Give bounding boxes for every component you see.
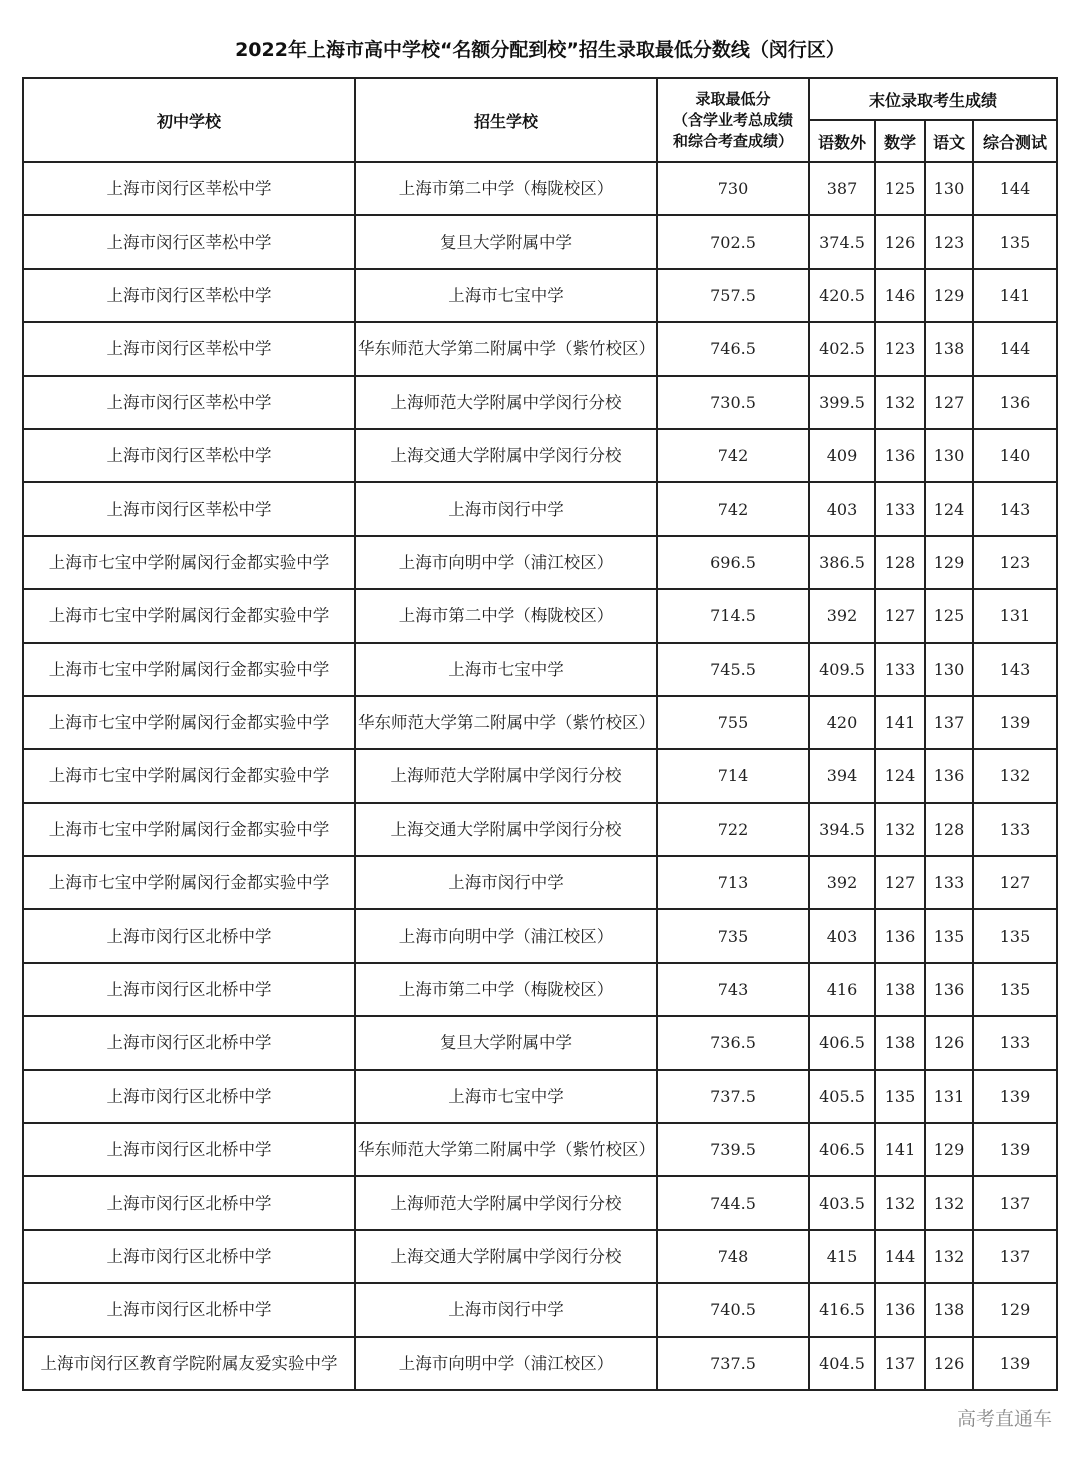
junior-school-cell: 上海市七宝中学附属闵行金都实验中学 <box>23 643 355 696</box>
math-cell: 136 <box>875 429 925 482</box>
chinese-cell: 136 <box>925 749 973 802</box>
min-score-cell: 702.5 <box>657 215 809 268</box>
math-cell: 123 <box>875 322 925 375</box>
header-min-score <box>657 78 809 162</box>
table-row <box>23 1283 1057 1336</box>
comprehensive-cell: 141 <box>973 269 1057 322</box>
junior-school-cell: 上海市闵行区莘松中学 <box>23 482 355 535</box>
yushuwai-cell: 406.5 <box>809 1016 875 1069</box>
header-last-student-scores: 末位录取考生成绩 <box>809 78 1057 120</box>
min-score-cell: 755 <box>657 696 809 749</box>
comprehensive-cell: 127 <box>973 856 1057 909</box>
comprehensive-cell: 139 <box>973 1337 1057 1390</box>
comprehensive-cell: 140 <box>973 429 1057 482</box>
table-row <box>23 376 1057 429</box>
admission-score-table <box>22 77 1058 1391</box>
admit-school-cell: 上海市七宝中学 <box>355 269 657 322</box>
junior-school-cell: 上海市闵行区北桥中学 <box>23 1176 355 1229</box>
chinese-cell: 129 <box>925 1123 973 1176</box>
min-score-cell: 740.5 <box>657 1283 809 1336</box>
admit-school-cell: 上海市向明中学（浦江校区） <box>355 536 657 589</box>
table-row <box>23 162 1057 215</box>
admit-school-cell: 上海市第二中学（梅陇校区） <box>355 963 657 1016</box>
table-row <box>23 696 1057 749</box>
comprehensive-cell: 143 <box>973 643 1057 696</box>
min-score-cell: 742 <box>657 429 809 482</box>
junior-school-cell: 上海市闵行区莘松中学 <box>23 269 355 322</box>
chinese-cell: 132 <box>925 1230 973 1283</box>
admit-school-cell: 华东师范大学第二附属中学（紫竹校区） <box>355 696 657 749</box>
math-cell: 127 <box>875 589 925 642</box>
math-cell: 141 <box>875 1123 925 1176</box>
table-row <box>23 589 1057 642</box>
min-score-cell: 743 <box>657 963 809 1016</box>
chinese-cell: 130 <box>925 162 973 215</box>
math-cell: 136 <box>875 909 925 962</box>
junior-school-cell: 上海市七宝中学附属闵行金都实验中学 <box>23 536 355 589</box>
table-row <box>23 269 1057 322</box>
chinese-cell: 138 <box>925 1283 973 1336</box>
yushuwai-cell: 405.5 <box>809 1070 875 1123</box>
admit-school-cell: 上海师范大学附属中学闵行分校 <box>355 749 657 802</box>
chinese-cell: 125 <box>925 589 973 642</box>
junior-school-cell: 上海市闵行区莘松中学 <box>23 322 355 375</box>
min-score-cell: 735 <box>657 909 809 962</box>
yushuwai-cell: 420.5 <box>809 269 875 322</box>
table-row <box>23 429 1057 482</box>
admit-school-cell: 上海市向明中学（浦江校区） <box>355 1337 657 1390</box>
min-score-cell: 748 <box>657 1230 809 1283</box>
min-score-cell: 739.5 <box>657 1123 809 1176</box>
comprehensive-cell: 133 <box>973 803 1057 856</box>
chinese-cell: 124 <box>925 482 973 535</box>
table-row <box>23 215 1057 268</box>
chinese-cell: 128 <box>925 803 973 856</box>
comprehensive-cell: 144 <box>973 322 1057 375</box>
admit-school-cell: 上海市七宝中学 <box>355 643 657 696</box>
table-row <box>23 322 1057 375</box>
table-row <box>23 1070 1057 1123</box>
admit-school-cell: 华东师范大学第二附属中学（紫竹校区） <box>355 1123 657 1176</box>
comprehensive-cell: 139 <box>973 1123 1057 1176</box>
chinese-cell: 137 <box>925 696 973 749</box>
yushuwai-cell: 415 <box>809 1230 875 1283</box>
table-row <box>23 536 1057 589</box>
chinese-cell: 126 <box>925 1337 973 1390</box>
min-score-cell: 736.5 <box>657 1016 809 1069</box>
junior-school-cell: 上海市七宝中学附属闵行金都实验中学 <box>23 749 355 802</box>
admit-school-cell: 上海师范大学附属中学闵行分校 <box>355 1176 657 1229</box>
comprehensive-cell: 143 <box>973 482 1057 535</box>
junior-school-cell: 上海市闵行区莘松中学 <box>23 162 355 215</box>
math-cell: 144 <box>875 1230 925 1283</box>
junior-school-cell: 上海市七宝中学附属闵行金都实验中学 <box>23 696 355 749</box>
yushuwai-cell: 409 <box>809 429 875 482</box>
math-cell: 132 <box>875 803 925 856</box>
junior-school-cell: 上海市闵行区北桥中学 <box>23 909 355 962</box>
math-cell: 133 <box>875 643 925 696</box>
chinese-cell: 132 <box>925 1176 973 1229</box>
junior-school-cell: 上海市闵行区北桥中学 <box>23 1016 355 1069</box>
junior-school-cell: 上海市闵行区莘松中学 <box>23 429 355 482</box>
yushuwai-cell: 403 <box>809 909 875 962</box>
junior-school-cell: 上海市闵行区北桥中学 <box>23 963 355 1016</box>
math-cell: 136 <box>875 1283 925 1336</box>
watermark: 高考直通车 <box>955 1404 1054 1431</box>
min-score-cell: 737.5 <box>657 1070 809 1123</box>
header-chinese: 语文 <box>925 120 973 162</box>
min-score-cell: 714.5 <box>657 589 809 642</box>
junior-school-cell: 上海市七宝中学附属闵行金都实验中学 <box>23 589 355 642</box>
math-cell: 124 <box>875 749 925 802</box>
table-row <box>23 909 1057 962</box>
chinese-cell: 133 <box>925 856 973 909</box>
chinese-cell: 130 <box>925 643 973 696</box>
comprehensive-cell: 135 <box>973 909 1057 962</box>
admit-school-cell: 华东师范大学第二附属中学（紫竹校区） <box>355 322 657 375</box>
math-cell: 135 <box>875 1070 925 1123</box>
yushuwai-cell: 399.5 <box>809 376 875 429</box>
admit-school-cell: 上海市向明中学（浦江校区） <box>355 909 657 962</box>
min-score-cell: 757.5 <box>657 269 809 322</box>
chinese-cell: 129 <box>925 536 973 589</box>
min-score-cell: 745.5 <box>657 643 809 696</box>
admit-school-cell: 上海市七宝中学 <box>355 1070 657 1123</box>
yushuwai-cell: 404.5 <box>809 1337 875 1390</box>
header-admit-school: 招生学校 <box>355 78 657 162</box>
junior-school-cell: 上海市闵行区莘松中学 <box>23 376 355 429</box>
yushuwai-cell: 416 <box>809 963 875 1016</box>
header-min-score-line1: 录取最低分 <box>695 89 771 108</box>
chinese-cell: 131 <box>925 1070 973 1123</box>
table-row <box>23 1123 1057 1176</box>
table-header <box>23 78 1057 162</box>
chinese-cell: 135 <box>925 909 973 962</box>
min-score-cell: 737.5 <box>657 1337 809 1390</box>
comprehensive-cell: 133 <box>973 1016 1057 1069</box>
admit-school-cell: 上海交通大学附属中学闵行分校 <box>355 1230 657 1283</box>
math-cell: 132 <box>875 376 925 429</box>
math-cell: 137 <box>875 1337 925 1390</box>
junior-school-cell: 上海市闵行区北桥中学 <box>23 1123 355 1176</box>
math-cell: 138 <box>875 1016 925 1069</box>
header-junior-school: 初中学校 <box>23 78 355 162</box>
math-cell: 138 <box>875 963 925 1016</box>
admit-school-cell: 上海市第二中学（梅陇校区） <box>355 589 657 642</box>
yushuwai-cell: 403.5 <box>809 1176 875 1229</box>
comprehensive-cell: 144 <box>973 162 1057 215</box>
comprehensive-cell: 132 <box>973 749 1057 802</box>
junior-school-cell: 上海市闵行区教育学院附属友爱实验中学 <box>23 1337 355 1390</box>
math-cell: 133 <box>875 482 925 535</box>
table-row <box>23 643 1057 696</box>
yushuwai-cell: 387 <box>809 162 875 215</box>
admit-school-cell: 上海师范大学附属中学闵行分校 <box>355 376 657 429</box>
yushuwai-cell: 416.5 <box>809 1283 875 1336</box>
yushuwai-cell: 394 <box>809 749 875 802</box>
comprehensive-cell: 136 <box>973 376 1057 429</box>
yushuwai-cell: 392 <box>809 856 875 909</box>
min-score-cell: 714 <box>657 749 809 802</box>
table-row <box>23 856 1057 909</box>
comprehensive-cell: 131 <box>973 589 1057 642</box>
min-score-cell: 746.5 <box>657 322 809 375</box>
admit-school-cell: 上海交通大学附属中学闵行分校 <box>355 803 657 856</box>
yushuwai-cell: 392 <box>809 589 875 642</box>
min-score-cell: 713 <box>657 856 809 909</box>
header-min-score-line3: 和综合考查成绩） <box>672 131 793 150</box>
yushuwai-cell: 394.5 <box>809 803 875 856</box>
junior-school-cell: 上海市闵行区北桥中学 <box>23 1283 355 1336</box>
yushuwai-cell: 374.5 <box>809 215 875 268</box>
header-math: 数学 <box>875 120 925 162</box>
math-cell: 146 <box>875 269 925 322</box>
yushuwai-cell: 420 <box>809 696 875 749</box>
header-yushuwai: 语数外 <box>809 120 875 162</box>
comprehensive-cell: 123 <box>973 536 1057 589</box>
table-row <box>23 749 1057 802</box>
table-row <box>23 1176 1057 1229</box>
chinese-cell: 130 <box>925 429 973 482</box>
math-cell: 128 <box>875 536 925 589</box>
header-min-score-line2: （含学业考总成绩 <box>672 110 793 129</box>
admit-school-cell: 上海市闵行中学 <box>355 1283 657 1336</box>
junior-school-cell: 上海市闵行区北桥中学 <box>23 1070 355 1123</box>
min-score-cell: 722 <box>657 803 809 856</box>
comprehensive-cell: 139 <box>973 696 1057 749</box>
chinese-cell: 123 <box>925 215 973 268</box>
junior-school-cell: 上海市闵行区莘松中学 <box>23 215 355 268</box>
page-title: 2022年上海市高中学校“名额分配到校”招生录取最低分数线（闵行区） <box>235 39 845 61</box>
admit-school-cell: 复旦大学附属中学 <box>355 1016 657 1069</box>
min-score-cell: 730 <box>657 162 809 215</box>
math-cell: 126 <box>875 215 925 268</box>
comprehensive-cell: 129 <box>973 1283 1057 1336</box>
comprehensive-cell: 135 <box>973 963 1057 1016</box>
chinese-cell: 127 <box>925 376 973 429</box>
junior-school-cell: 上海市闵行区北桥中学 <box>23 1230 355 1283</box>
math-cell: 132 <box>875 1176 925 1229</box>
yushuwai-cell: 403 <box>809 482 875 535</box>
junior-school-cell: 上海市七宝中学附属闵行金都实验中学 <box>23 856 355 909</box>
math-cell: 127 <box>875 856 925 909</box>
chinese-cell: 138 <box>925 322 973 375</box>
admit-school-cell: 上海市闵行中学 <box>355 482 657 535</box>
comprehensive-cell: 137 <box>973 1230 1057 1283</box>
comprehensive-cell: 137 <box>973 1176 1057 1229</box>
yushuwai-cell: 406.5 <box>809 1123 875 1176</box>
min-score-cell: 744.5 <box>657 1176 809 1229</box>
admit-school-cell: 上海市第二中学（梅陇校区） <box>355 162 657 215</box>
min-score-cell: 742 <box>657 482 809 535</box>
min-score-cell: 696.5 <box>657 536 809 589</box>
admit-school-cell: 上海市闵行中学 <box>355 856 657 909</box>
table-body <box>23 162 1057 1390</box>
table-row <box>23 482 1057 535</box>
comprehensive-cell: 139 <box>973 1070 1057 1123</box>
admit-school-cell: 复旦大学附属中学 <box>355 215 657 268</box>
table-row <box>23 1337 1057 1390</box>
comprehensive-cell: 135 <box>973 215 1057 268</box>
header-comprehensive: 综合测试 <box>973 120 1057 162</box>
yushuwai-cell: 402.5 <box>809 322 875 375</box>
yushuwai-cell: 409.5 <box>809 643 875 696</box>
chinese-cell: 129 <box>925 269 973 322</box>
chinese-cell: 126 <box>925 1016 973 1069</box>
admit-school-cell: 上海交通大学附属中学闵行分校 <box>355 429 657 482</box>
yushuwai-cell: 386.5 <box>809 536 875 589</box>
junior-school-cell: 上海市七宝中学附属闵行金都实验中学 <box>23 803 355 856</box>
min-score-cell: 730.5 <box>657 376 809 429</box>
table-row <box>23 1230 1057 1283</box>
math-cell: 125 <box>875 162 925 215</box>
table-row <box>23 1016 1057 1069</box>
math-cell: 141 <box>875 696 925 749</box>
chinese-cell: 136 <box>925 963 973 1016</box>
table-row <box>23 963 1057 1016</box>
table-row <box>23 803 1057 856</box>
